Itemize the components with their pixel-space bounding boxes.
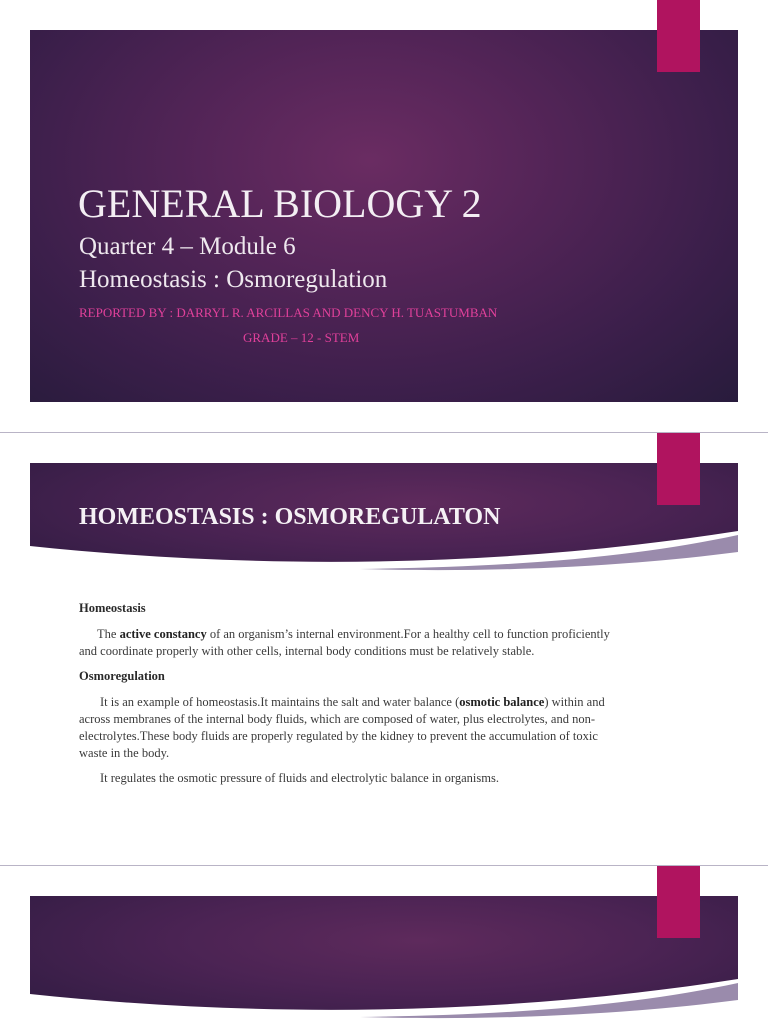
osmoregulation-paragraph <box>79 694 624 762</box>
osmoregulation-paragraph-2: It regulates the osmotic pressure of fluids and electrolytic balance in organisms. <box>100 771 499 785</box>
accent-tab <box>657 866 700 938</box>
homeostasis-text-post: of an organism’s internal environment.For a healthy cell to function proficiently and coordinate properly with other cells, internal body conditions must be relatively stable. <box>79 627 610 658</box>
slide-subtitle-quarter: Quarter 4 – Module 6 <box>79 233 296 260</box>
accent-tab <box>657 433 700 505</box>
reported-by-text: REPORTED BY : DARRYL R. ARCILLAS AND DENCY H. TUASTUMBAN <box>79 305 498 320</box>
grade-text: GRADE – 12 - STEM <box>243 330 360 345</box>
osmo-bold-term: osmotic balance <box>459 695 545 709</box>
slide-title <box>0 0 768 432</box>
osmo-text-pre: It is an example of homeostasis.It maintains the salt and water balance ( <box>100 695 460 709</box>
osmo-text-post: ) within and across membranes of the internal body fluids, which are composed of water, plus electrolytes, and non-electrolytes.These body fluids are properly regulated by the kidney to prevent the accumulation of toxic waste in the body. <box>79 695 605 760</box>
homeostasis-text-pre: The <box>97 627 120 641</box>
slide-heading: HOMEOSTASIS : OSMOREGULATON <box>79 504 501 530</box>
homeostasis-heading: Homeostasis <box>79 601 146 615</box>
slide-next <box>0 866 768 1024</box>
homeostasis-paragraph <box>79 626 624 660</box>
slide-content <box>0 433 768 865</box>
accent-tab <box>657 0 700 72</box>
header-band <box>30 896 738 1024</box>
homeostasis-bold-term: active constancy <box>119 627 207 641</box>
slide-main-title: GENERAL BIOLOGY 2 <box>78 181 482 226</box>
osmoregulation-heading: Osmoregulation <box>79 669 165 683</box>
slide-body <box>79 600 624 787</box>
header-band-curve <box>30 964 738 1024</box>
slide-subtitle-topic: Homeostasis : Osmoregulation <box>79 266 388 293</box>
